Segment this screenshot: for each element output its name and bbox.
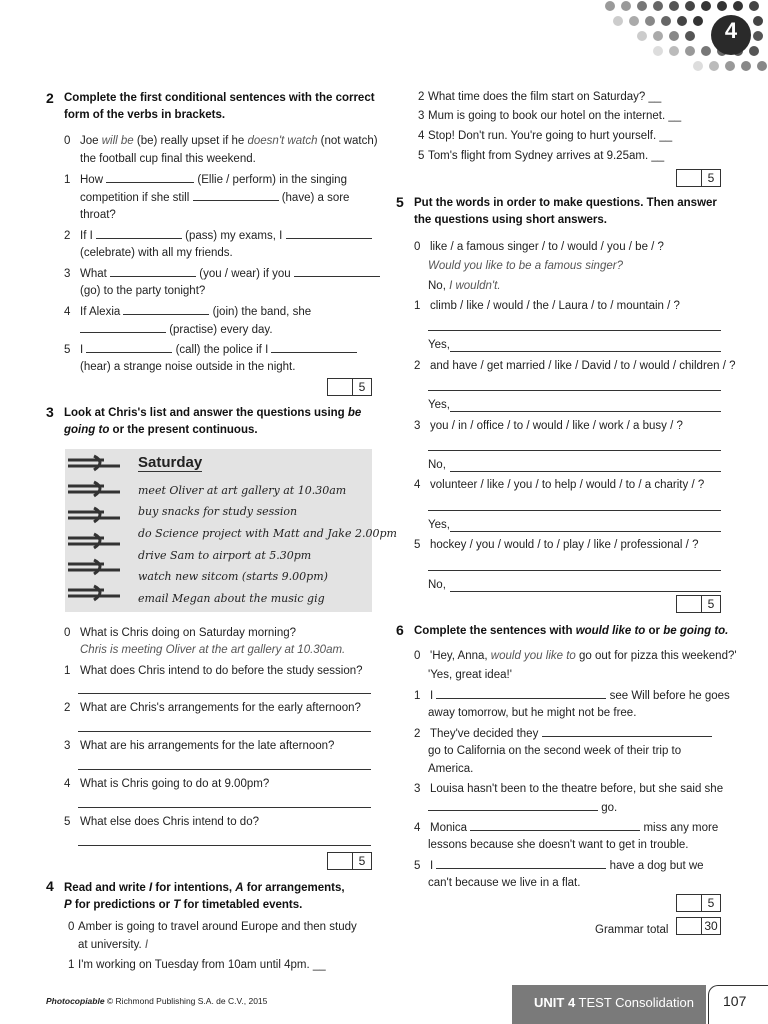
question-3: 3 Mum is going to book our hotel on the internet. __ bbox=[418, 110, 682, 122]
section-number: 3 bbox=[46, 404, 54, 420]
list-item: buy snacks for study session bbox=[138, 505, 298, 518]
question-0-cont: 'Yes, great idea!' bbox=[428, 669, 512, 681]
short-answer-label: No, bbox=[428, 579, 446, 591]
answer-blank[interactable] bbox=[271, 342, 357, 353]
question-0: 0 like / a famous singer / to / would / you / be / ? bbox=[414, 241, 664, 253]
question-3: 3 Louisa hasn't been to the theatre before, but she said she bbox=[414, 783, 724, 795]
question-5-cont: can't because we live in a flat. bbox=[428, 877, 581, 889]
question-4: 4 volunteer / like / you / to help / would / to / a charity / ? bbox=[414, 479, 705, 491]
question-1: 1 I'm working on Tuesday from 10am until 4pm. __ bbox=[68, 959, 326, 971]
answer-blank[interactable] bbox=[436, 858, 606, 869]
question-4: 4 Monica miss any more bbox=[414, 822, 719, 834]
question-1-cont: throat? bbox=[80, 209, 116, 221]
question-0: 0 'Hey, Anna, would you like to go out for pizza this weekend?' bbox=[414, 650, 737, 662]
answer-blank[interactable] bbox=[470, 820, 640, 831]
page-number: 107 bbox=[708, 985, 768, 1024]
question-5: 5 I (call) the police if I bbox=[64, 342, 357, 357]
answer-blank[interactable] bbox=[106, 172, 194, 183]
question-1: 1 What does Chris intend to do before the study session? bbox=[64, 665, 363, 677]
score-box[interactable]: 5 bbox=[676, 595, 721, 613]
answer-line[interactable] bbox=[450, 351, 721, 352]
question-2: 2 What time does the film start on Saturday? __ bbox=[418, 91, 662, 103]
question-2: 2 and have / get married / like / David / to / would / children / ? bbox=[414, 360, 736, 372]
answer-blank[interactable] bbox=[294, 266, 380, 277]
answer-line[interactable] bbox=[450, 411, 721, 412]
question-5-cont: (hear) a strange noise outside in the night. bbox=[80, 361, 296, 373]
example-sentence: 0 Joe will be (be) really upset if he doesn't watch (not watch) bbox=[64, 135, 378, 147]
question-4-cont: lessons because she doesn't want to get in trouble. bbox=[428, 839, 689, 851]
question-0: 0 What is Chris doing on Saturday morning? bbox=[64, 627, 297, 639]
score-box[interactable]: 5 bbox=[676, 894, 721, 912]
section-number: 2 bbox=[46, 90, 54, 106]
question-1: 1 How (Ellie / perform) in the singing bbox=[64, 174, 347, 186]
answer-blank[interactable] bbox=[123, 304, 209, 315]
question-2: 2 They've decided they bbox=[414, 726, 712, 741]
question-2-cont: go to California on the second week of their trip to bbox=[428, 745, 682, 757]
example-answer: Would you like to be a famous singer? bbox=[428, 260, 623, 272]
question-4: 4 If Alexia (join) the band, she bbox=[64, 306, 312, 318]
section-number: 6 bbox=[396, 622, 404, 638]
question-1: 1 climb / like / would / the / Laura / to / mountain / ? bbox=[414, 300, 680, 312]
question-3-cont: (go) to the party tonight? bbox=[80, 285, 206, 297]
list-item: email Megan about the music gig bbox=[138, 592, 325, 605]
answer-line[interactable] bbox=[78, 845, 371, 846]
answer-line[interactable] bbox=[78, 693, 371, 694]
question-2: 2 If I (pass) my exams, I bbox=[64, 228, 372, 243]
question-3: 3 What are his arrangements for the late afternoon? bbox=[64, 740, 335, 752]
list-item: watch new sitcom (starts 9.00pm) bbox=[138, 570, 328, 583]
answer-blank[interactable] bbox=[286, 228, 372, 239]
grammar-total-box[interactable]: 30 bbox=[676, 917, 721, 935]
list-item: do Science project with Matt and Jake 2.00pm bbox=[138, 527, 397, 540]
unit-badge: 4 bbox=[724, 18, 738, 43]
answer-line[interactable] bbox=[428, 570, 721, 571]
list-item: meet Oliver at art gallery at 10.30am bbox=[138, 484, 347, 497]
section-instructions: Look at Chris's list and answer the questions using be going to or the present continuous. bbox=[64, 407, 362, 436]
question-4-cont: (practise) every day. bbox=[80, 322, 273, 337]
score-box[interactable]: 5 bbox=[327, 378, 372, 396]
question-5: 5 What else does Chris intend to do? bbox=[64, 816, 259, 828]
question-5: 5 hockey / you / would / to / play / like / professional / ? bbox=[414, 539, 699, 551]
score-box[interactable]: 5 bbox=[676, 169, 721, 187]
unit-footer-bar: UNIT 4 TEST Consolidation bbox=[512, 985, 706, 1024]
spiral-binding-icon bbox=[64, 452, 128, 610]
answer-blank[interactable] bbox=[86, 342, 172, 353]
answer-line[interactable] bbox=[450, 471, 721, 472]
answer-blank[interactable] bbox=[80, 322, 166, 333]
question-2-cont: (celebrate) with all my friends. bbox=[80, 247, 233, 259]
section-instructions: Read and write I for intentions, A for arrangements, P for predictions or T for timetabled events. bbox=[64, 882, 345, 911]
question-3-cont: go. bbox=[428, 800, 617, 815]
question-0-cont: at university. I bbox=[78, 939, 149, 951]
short-answer-label: Yes, bbox=[428, 519, 450, 531]
question-5: 5 I have a dog but we bbox=[414, 860, 704, 872]
question-5: 5 Tom's flight from Sydney arrives at 9.25am. __ bbox=[418, 150, 665, 162]
answer-line[interactable] bbox=[78, 731, 371, 732]
answer-line[interactable] bbox=[450, 591, 721, 592]
answer-line[interactable] bbox=[450, 531, 721, 532]
question-1-cont: away tomorrow, but he might not be free. bbox=[428, 707, 637, 719]
list-item: drive Sam to airport at 5.30pm bbox=[138, 549, 312, 562]
grammar-total-label: Grammar total bbox=[595, 924, 669, 936]
answer-blank[interactable] bbox=[96, 228, 182, 239]
answer-blank[interactable] bbox=[436, 688, 606, 699]
question-3: 3 you / in / office / to / would / like / work / a busy / ? bbox=[414, 420, 683, 432]
question-2-cont: America. bbox=[428, 763, 474, 775]
answer-line[interactable] bbox=[428, 510, 721, 511]
answer-line[interactable] bbox=[428, 330, 721, 331]
answer-line[interactable] bbox=[428, 450, 721, 451]
answer-line[interactable] bbox=[428, 390, 721, 391]
card-title: Saturday bbox=[138, 454, 203, 471]
question-1: 1 I see Will before he goes bbox=[414, 690, 730, 702]
question-3: 3 What (you / wear) if you bbox=[64, 266, 380, 281]
short-answer-label: Yes, bbox=[428, 399, 450, 411]
section-number: 5 bbox=[396, 194, 404, 210]
answer-line[interactable] bbox=[78, 807, 371, 808]
short-answer-label: No, bbox=[428, 459, 446, 471]
question-4: 4 Stop! Don't run. You're going to hurt yourself. __ bbox=[418, 130, 673, 142]
section-instructions: Complete the sentences with would like to or be going to. bbox=[414, 625, 729, 637]
copyright-note: Photocopiable © Richmond Publishing S.A. de C.V., 2015 bbox=[46, 996, 268, 1006]
answer-blank[interactable] bbox=[110, 266, 196, 277]
section-number: 4 bbox=[46, 878, 54, 894]
section-instructions: Complete the first conditional sentences with the correct form of the verbs in brackets. bbox=[64, 92, 375, 121]
question-2: 2 What are Chris's arrangements for the early afternoon? bbox=[64, 702, 361, 714]
example-short-answer: No, I wouldn't. bbox=[428, 280, 501, 292]
answer-blank[interactable] bbox=[193, 190, 279, 201]
example-sentence-cont: the football cup final this weekend. bbox=[80, 153, 256, 165]
answer-blank[interactable] bbox=[428, 800, 598, 811]
section-instructions: Put the words in order to make questions. Then answer the questions using short answers. bbox=[414, 197, 717, 226]
question-4: 4 What is Chris going to do at 9.00pm? bbox=[64, 778, 270, 790]
answer-blank[interactable] bbox=[542, 726, 712, 737]
answer-line[interactable] bbox=[78, 769, 371, 770]
question-0: 0 Amber is going to travel around Europe and then study bbox=[68, 921, 357, 933]
question-1-cont: competition if she still (have) a sore bbox=[80, 192, 350, 204]
short-answer-label: Yes, bbox=[428, 339, 450, 351]
example-answer: Chris is meeting Oliver at the art gallery at 10.30am. bbox=[80, 644, 346, 656]
score-box[interactable]: 5 bbox=[327, 852, 372, 870]
